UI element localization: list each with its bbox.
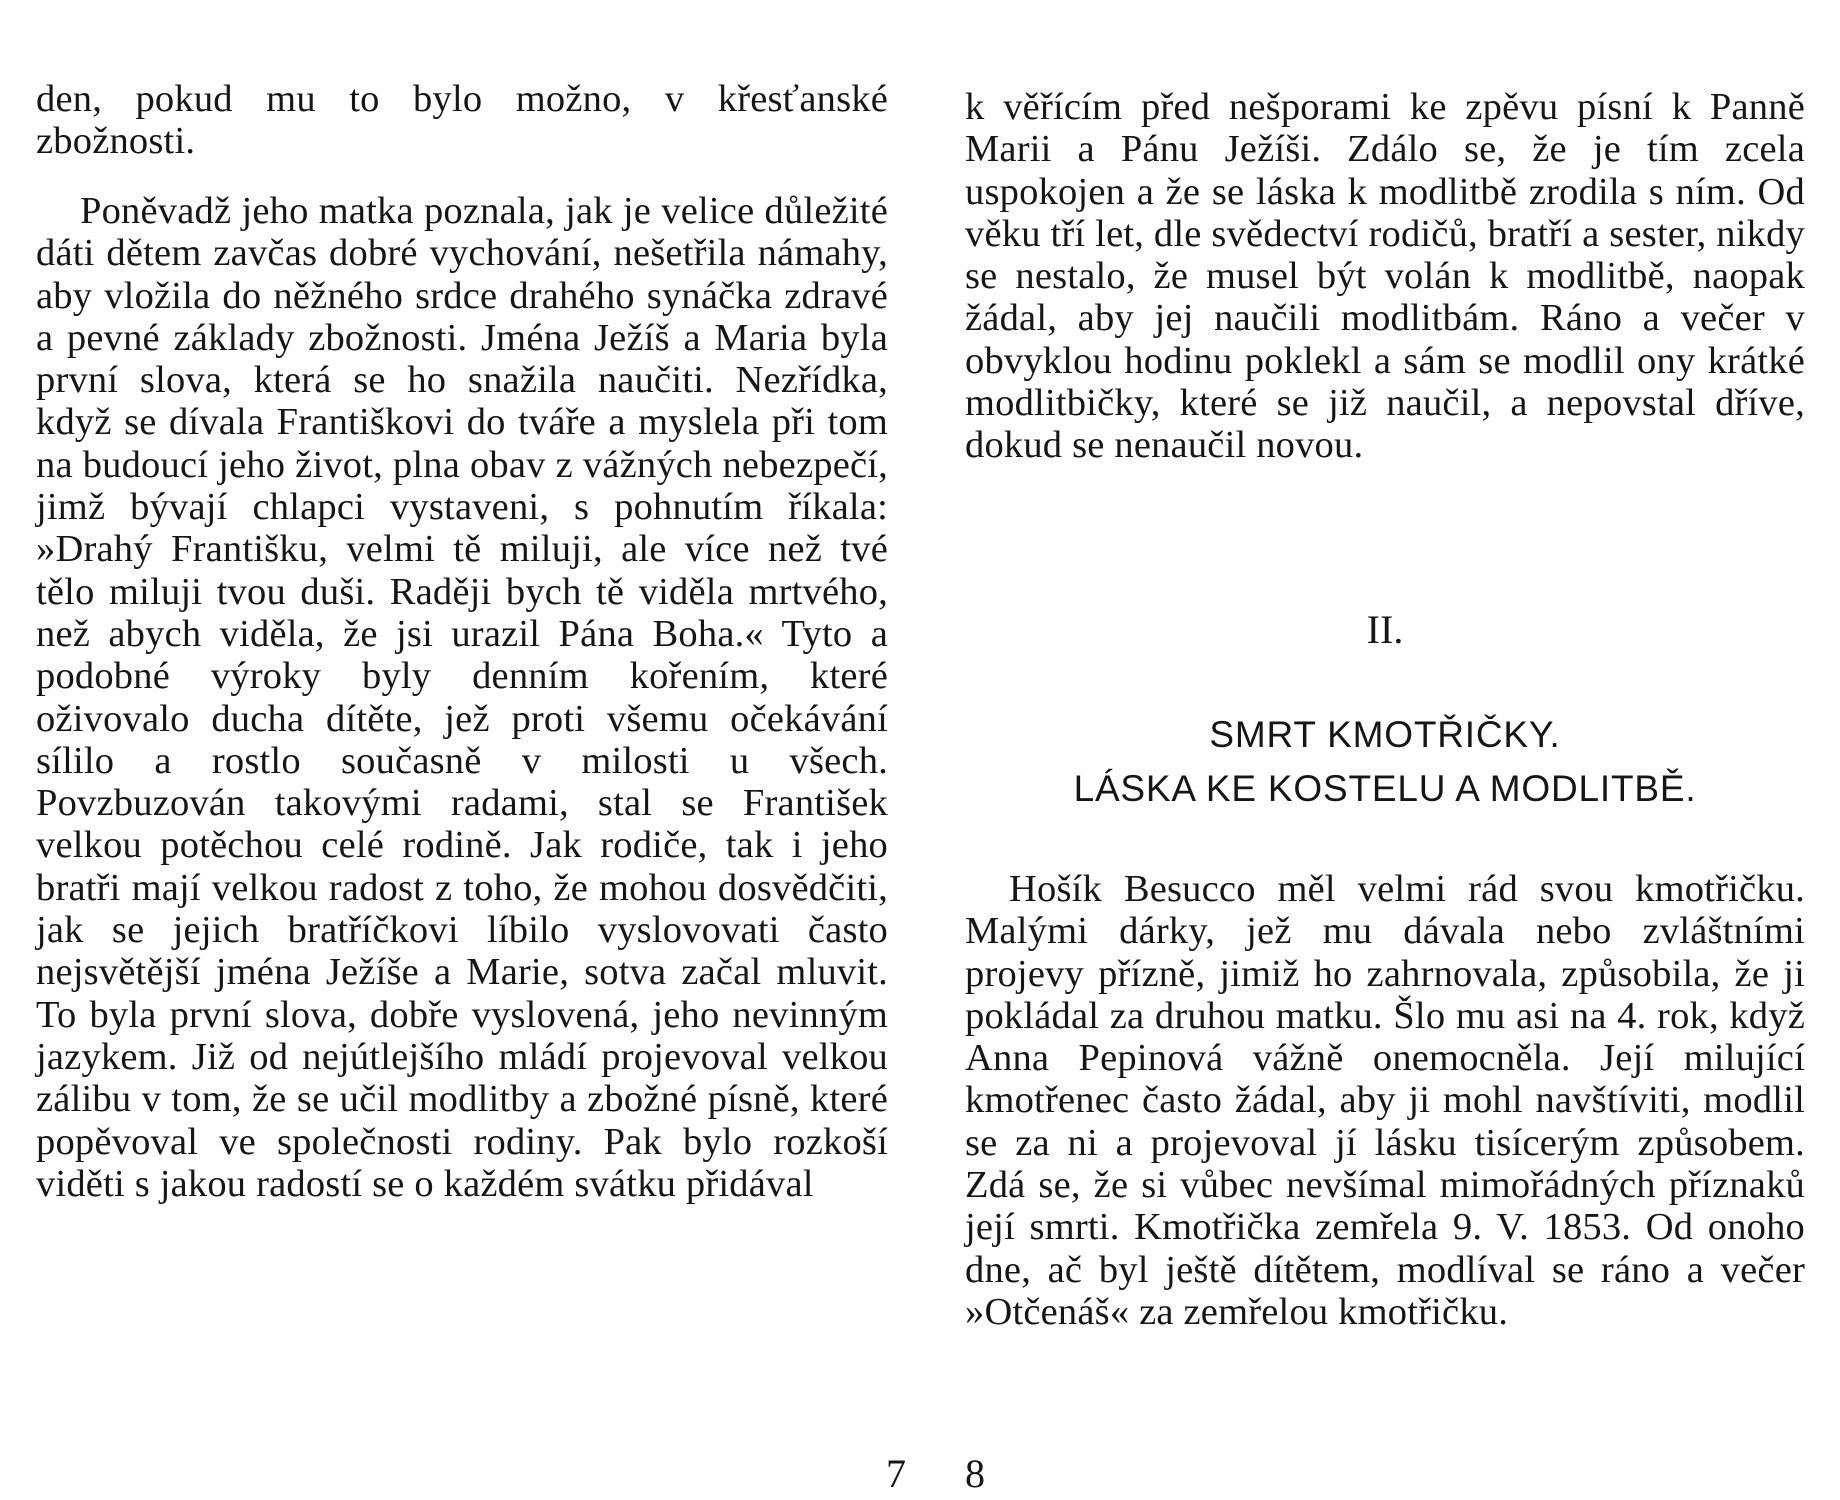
page-number-right: 8 [965, 1451, 985, 1496]
chapter-title-line-1: SMRT KMOTŘIČKY. [1209, 714, 1561, 755]
right-page [965, 0, 1805, 1500]
page-number-left: 7 [886, 1451, 906, 1496]
right-paragraph-2: Hošík Besucco měl velmi rád svou kmotřičku. Malými dárky, jež mu dávala nebo zvláštními projevy přízně, jimiž ho zahrnovala, způsobila, že ji pokládal za druhou matku. Šlo mu asi na 4. rok, když Anna Pepinová vážně onemocněla. Její milující kmotřenec často žádal, aby ji mohl navštíviti, modlil se za ni a projevoval jí lásku tisícerým způsobem. Zdá se, že si vůbec nevšímal mimořádných příznaků její smrti. Kmotřička zemřela 9. V. 1853. Od onoho dne, ač byl ještě dítětem, modlíval se ráno a večer »Otčenáš« za zemřelou kmotřičku. [965, 868, 1805, 1333]
left-paragraph-2: Poněvadž jeho matka poznala, jak je velice důležité dáti dětem zavčas dobré vychování, nešetřila námahy, aby vložila do něžného srdce drahého synáčka zdravé a pevné základy zbožnosti. Jména Ježíš a Maria byla první slova, která se ho snažila naučiti. Nezřídka, když se dívala Františkovi do tváře a myslela při tom na budoucí jeho život, plna obav z vážných nebezpečí, jimž bývají chlapci vystaveni, s pohnutím říkala: »Drahý Františku, velmi tě miluji, ale více než tvé tělo miluji tvou duši. Raději bych tě viděla mrtvého, než abych viděla, že jsi urazil Pána Boha.« Tyto a podobné výroky byly denním kořením, které oživovalo ducha dítěte, jež proti všemu očekávání sílilo a rostlo současně v milosti u všech. Povzbuzován takovými radami, stal se František velkou potěchou celé rodině. Jak rodiče, tak i jeho bratři mají velkou radost z toho, že mohou dosvědčiti, jak se jejich bratříčkovi líbilo vyslovovati často nejsvětější jména Ježíše a Marie, sotva začal mluvit. To byla první slova, dobře vyslovená, jeho nevinným jazykem. Již od nejútlejšího mládí projevoval velkou zálibu v tom, že se učil modlitby a zbožné písně, které popěvoval ve společnosti rodiny. Pak bylo rozkoší viděti s jakou radostí se o každém svátku přidával [36, 190, 888, 1205]
right-paragraph-1: k věřícím před nešporami ke zpěvu písní k Panně Marii a Pánu Ježíši. Zdálo se, že je tím zcela uspokojen a že se láska k modlitbě zrodila s ním. Od věku tří let, dle svědectví rodičů, bratří a sester, nikdy se nestalo, že musel být volán k modlitbě, naopak žádal, aby jej naučili modlitbám. Ráno a večer v obvyklou hodinu poklekl a sám se modlil ony krátké modlitbičky, které se již naučil, a nepovstal dříve, dokud se nenaučil novou. [965, 86, 1805, 467]
left-paragraph-1: den, pokud mu to bylo možno, v křesťanské zbožnosti. [36, 78, 888, 163]
left-page [36, 0, 906, 1500]
chapter-numeral: II. [1366, 607, 1404, 652]
chapter-title-line-2: LÁSKA KE KOSTELU A MODLITBĚ. [1073, 768, 1697, 809]
